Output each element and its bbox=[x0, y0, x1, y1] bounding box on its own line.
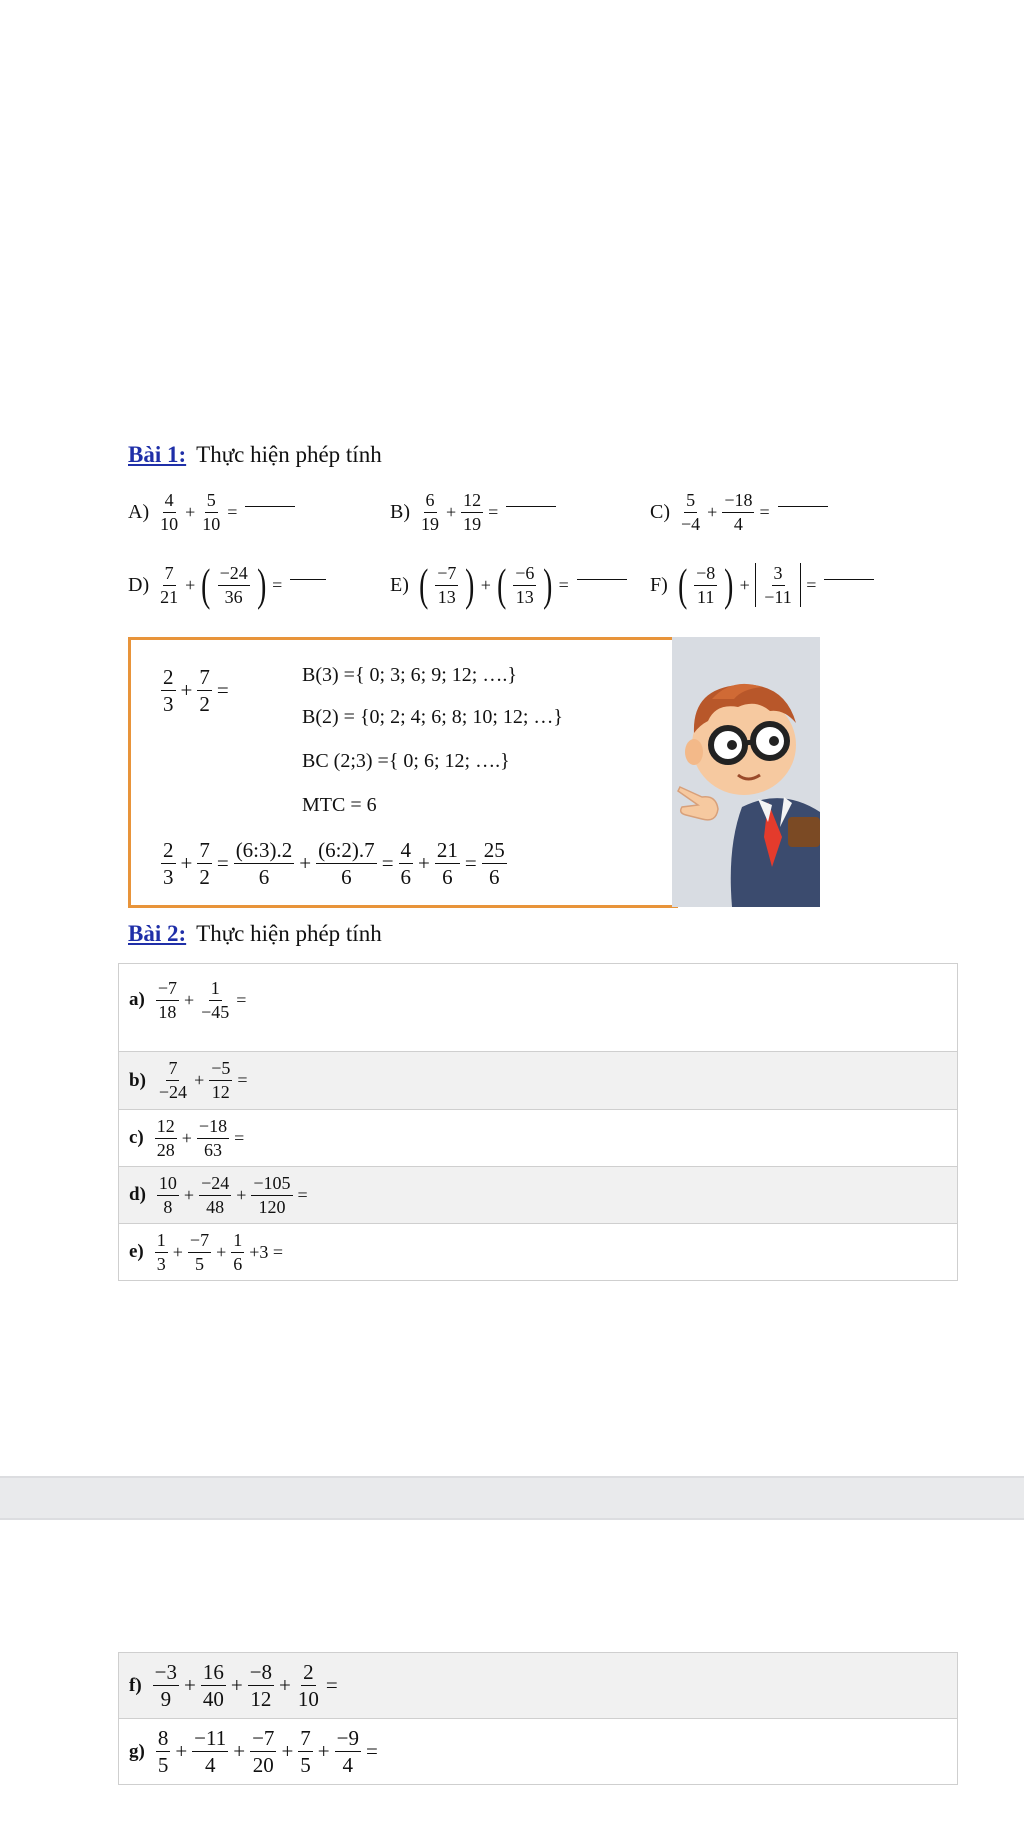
fraction: $\frac{7}{21}$ bbox=[160, 562, 179, 607]
row-letter: d) bbox=[129, 1184, 146, 1205]
fraction: $\frac{-7}{20}$ bbox=[252, 1725, 275, 1777]
answer-blank bbox=[506, 506, 556, 507]
equals-sign: = bbox=[381, 851, 394, 876]
bai2-table-continued bbox=[118, 1652, 958, 1785]
fraction: $\frac{4}{10}$ bbox=[160, 490, 179, 534]
item-letter: D) bbox=[128, 573, 150, 596]
plus-sign: + bbox=[216, 1241, 227, 1262]
table-row bbox=[119, 1653, 958, 1719]
plus-sign: + bbox=[480, 574, 491, 595]
fraction: $\frac{25}{6}$ bbox=[483, 838, 505, 890]
row-letter: g) bbox=[129, 1740, 145, 1762]
exercise-f bbox=[650, 559, 874, 610]
fraction: $\frac{7}{-24}$ bbox=[158, 1058, 188, 1102]
fraction: $\frac{5}{-4}$ bbox=[681, 490, 701, 534]
fraction: $\frac{21}{6}$ bbox=[436, 838, 458, 890]
equals-sign: = bbox=[558, 574, 569, 595]
plus-sign: + bbox=[707, 501, 718, 522]
fraction: $\frac{7}{2}$ bbox=[199, 665, 210, 717]
row-letter: a) bbox=[129, 989, 145, 1011]
equals-sign: = bbox=[365, 1739, 378, 1763]
exercise-b bbox=[390, 490, 556, 534]
left-paren: ( bbox=[496, 559, 507, 610]
table-row bbox=[119, 1110, 958, 1167]
answer-blank bbox=[290, 579, 326, 580]
fraction: $\frac{10}{8}$ bbox=[158, 1172, 177, 1217]
plus-sign: + bbox=[281, 1739, 294, 1763]
abs-bar-left bbox=[755, 563, 757, 607]
cartoon-boy-illustration bbox=[672, 637, 820, 907]
equals-sign: = bbox=[236, 989, 247, 1010]
plus-sign: + bbox=[175, 1739, 188, 1763]
common-multiples: BC (2;3) ={ 0; 6; 12; ….} bbox=[302, 750, 510, 772]
plus-sign: + bbox=[172, 1241, 183, 1262]
equals-sign: = bbox=[216, 851, 229, 876]
fraction: $\frac{5}{10}$ bbox=[202, 490, 221, 534]
exercise-c bbox=[650, 490, 828, 534]
plus-sign: + bbox=[317, 1739, 330, 1763]
equals-sign: = bbox=[272, 574, 283, 595]
fraction: $\frac{-24}{48}$ bbox=[201, 1172, 230, 1217]
plus-sign: + bbox=[183, 1184, 195, 1205]
answer-blank bbox=[778, 506, 828, 507]
equals-sign: = bbox=[464, 851, 477, 876]
right-paren: ) bbox=[465, 559, 475, 610]
equals-sign: = bbox=[488, 501, 499, 522]
bai2-label: Bài 2: bbox=[128, 921, 187, 946]
fraction: $\frac{2}{3}$ bbox=[163, 665, 174, 717]
fraction: $\frac{4}{6}$ bbox=[400, 838, 412, 890]
equals-sign: = bbox=[297, 1184, 308, 1205]
exercise-e bbox=[390, 559, 627, 610]
equals-sign: = bbox=[237, 1070, 248, 1090]
table-row bbox=[119, 964, 958, 1052]
equals-sign: = bbox=[216, 678, 229, 703]
plus-sign: + bbox=[279, 1673, 291, 1697]
bai1-text: Thực hiện phép tính bbox=[196, 442, 382, 467]
fraction: $\frac{6}{19}$ bbox=[421, 490, 439, 534]
equals-sign: = bbox=[759, 501, 770, 522]
plus-sign: + bbox=[180, 851, 193, 876]
exercise-d bbox=[128, 559, 326, 610]
fraction: $\frac{12}{19}$ bbox=[463, 490, 482, 534]
left-paren: ( bbox=[201, 559, 211, 610]
fraction: $\frac{-24}{36}$ bbox=[219, 562, 248, 607]
plus-sign: + bbox=[446, 501, 457, 522]
plus-sign: + bbox=[236, 1184, 247, 1205]
fraction: $\frac{3}{-11}$ bbox=[764, 562, 792, 607]
fraction: $\frac{7}{2}$ bbox=[199, 838, 210, 890]
fraction: $\frac{-7}{13}$ bbox=[437, 562, 457, 607]
multiples-of-3: B(3) ={ 0; 3; 6; 9; 12; ….} bbox=[302, 664, 517, 686]
plus-sign: + bbox=[180, 678, 193, 703]
fraction: $\frac{-3}{9}$ bbox=[154, 1659, 177, 1711]
lcd-line: MTC = 6 bbox=[302, 794, 377, 816]
plus-sign: + bbox=[181, 1127, 192, 1148]
left-paren: ( bbox=[677, 559, 688, 610]
bai2-heading bbox=[128, 921, 382, 947]
table-row bbox=[119, 1052, 958, 1110]
plus-sign: + bbox=[185, 501, 196, 522]
equals-sign: = bbox=[227, 501, 238, 522]
fraction: $\frac{1}{6}$ bbox=[233, 1229, 243, 1274]
fraction: $\frac{(6:2).7}{6}$ bbox=[318, 838, 375, 890]
tail-text: +3 = bbox=[249, 1241, 284, 1262]
left-paren: ( bbox=[418, 559, 429, 610]
plus-sign: + bbox=[183, 989, 195, 1010]
multiples-of-2: B(2) = {0; 2; 4; 6; 8; 10; 12; …} bbox=[302, 706, 564, 728]
fraction: $\frac{2}{3}$ bbox=[163, 838, 174, 890]
fraction: $\frac{-6}{13}$ bbox=[515, 562, 535, 607]
plus-sign: + bbox=[418, 851, 430, 876]
plus-sign: + bbox=[739, 574, 750, 595]
fraction: $\frac{16}{40}$ bbox=[202, 1659, 224, 1711]
fraction: $\frac{-7}{18}$ bbox=[157, 978, 177, 1022]
cartoon-boy-icon bbox=[672, 637, 820, 907]
fraction: $\frac{-7}{5}$ bbox=[189, 1229, 210, 1274]
exercise-a bbox=[128, 490, 295, 534]
row-letter: e) bbox=[129, 1241, 144, 1262]
fraction: $\frac{-105}{120}$ bbox=[253, 1172, 291, 1217]
answer-blank bbox=[577, 579, 627, 580]
answer-blank bbox=[245, 506, 295, 507]
plus-sign: + bbox=[299, 851, 312, 876]
fraction: $\frac{-11}{4}$ bbox=[194, 1725, 227, 1777]
equals-sign: = bbox=[325, 1673, 338, 1697]
item-letter: F) bbox=[650, 573, 668, 596]
fraction: $\frac{-18}{63}$ bbox=[198, 1115, 228, 1160]
row-letter: b) bbox=[129, 1069, 146, 1091]
bai2-text: Thực hiện phép tính bbox=[196, 921, 382, 946]
page-break-bar bbox=[0, 1476, 1024, 1520]
fraction: $\frac{2}{10}$ bbox=[297, 1659, 319, 1711]
right-paren: ) bbox=[256, 559, 267, 610]
table-row bbox=[119, 1167, 958, 1224]
answer-blank bbox=[824, 579, 874, 580]
right-paren: ) bbox=[724, 559, 734, 610]
right-paren: ) bbox=[543, 559, 553, 610]
row-letter: c) bbox=[129, 1127, 144, 1148]
plus-sign: + bbox=[184, 1673, 196, 1697]
bai2-table bbox=[118, 963, 958, 1281]
item-letter: C) bbox=[650, 500, 670, 523]
table-row bbox=[119, 1224, 958, 1281]
equals-sign: = bbox=[234, 1127, 245, 1148]
plus-sign: + bbox=[194, 1070, 205, 1090]
fraction: $\frac{1}{3}$ bbox=[156, 1229, 166, 1274]
fraction: $\frac{-18}{4}$ bbox=[724, 490, 753, 534]
fraction: $\frac{(6:3).2}{6}$ bbox=[235, 838, 293, 890]
item-letter: A) bbox=[128, 500, 150, 523]
example-problem bbox=[158, 665, 231, 716]
plus-sign: + bbox=[233, 1739, 246, 1763]
fraction: $\frac{-9}{4}$ bbox=[336, 1725, 359, 1777]
fraction: $\frac{12}{28}$ bbox=[156, 1115, 175, 1160]
fraction: $\frac{-5}{12}$ bbox=[211, 1058, 231, 1102]
fraction: $\frac{7}{5}$ bbox=[300, 1725, 311, 1777]
fraction: $\frac{-8}{12}$ bbox=[249, 1659, 273, 1711]
fraction: $\frac{1}{-45}$ bbox=[201, 978, 230, 1022]
example-solution bbox=[158, 838, 510, 889]
item-letter: B) bbox=[390, 500, 410, 523]
plus-sign: + bbox=[185, 574, 196, 595]
bai1-label: Bài 1: bbox=[128, 442, 187, 467]
fraction: $\frac{8}{5}$ bbox=[157, 1725, 169, 1777]
abs-bar-right bbox=[800, 563, 802, 607]
fraction: $\frac{-8}{11}$ bbox=[696, 562, 716, 607]
plus-sign: + bbox=[230, 1673, 243, 1697]
row-letter: f) bbox=[129, 1674, 142, 1696]
item-letter: E) bbox=[390, 573, 409, 596]
bai1-heading bbox=[128, 442, 382, 468]
equals-sign: = bbox=[806, 574, 817, 595]
table-row bbox=[119, 1719, 958, 1785]
